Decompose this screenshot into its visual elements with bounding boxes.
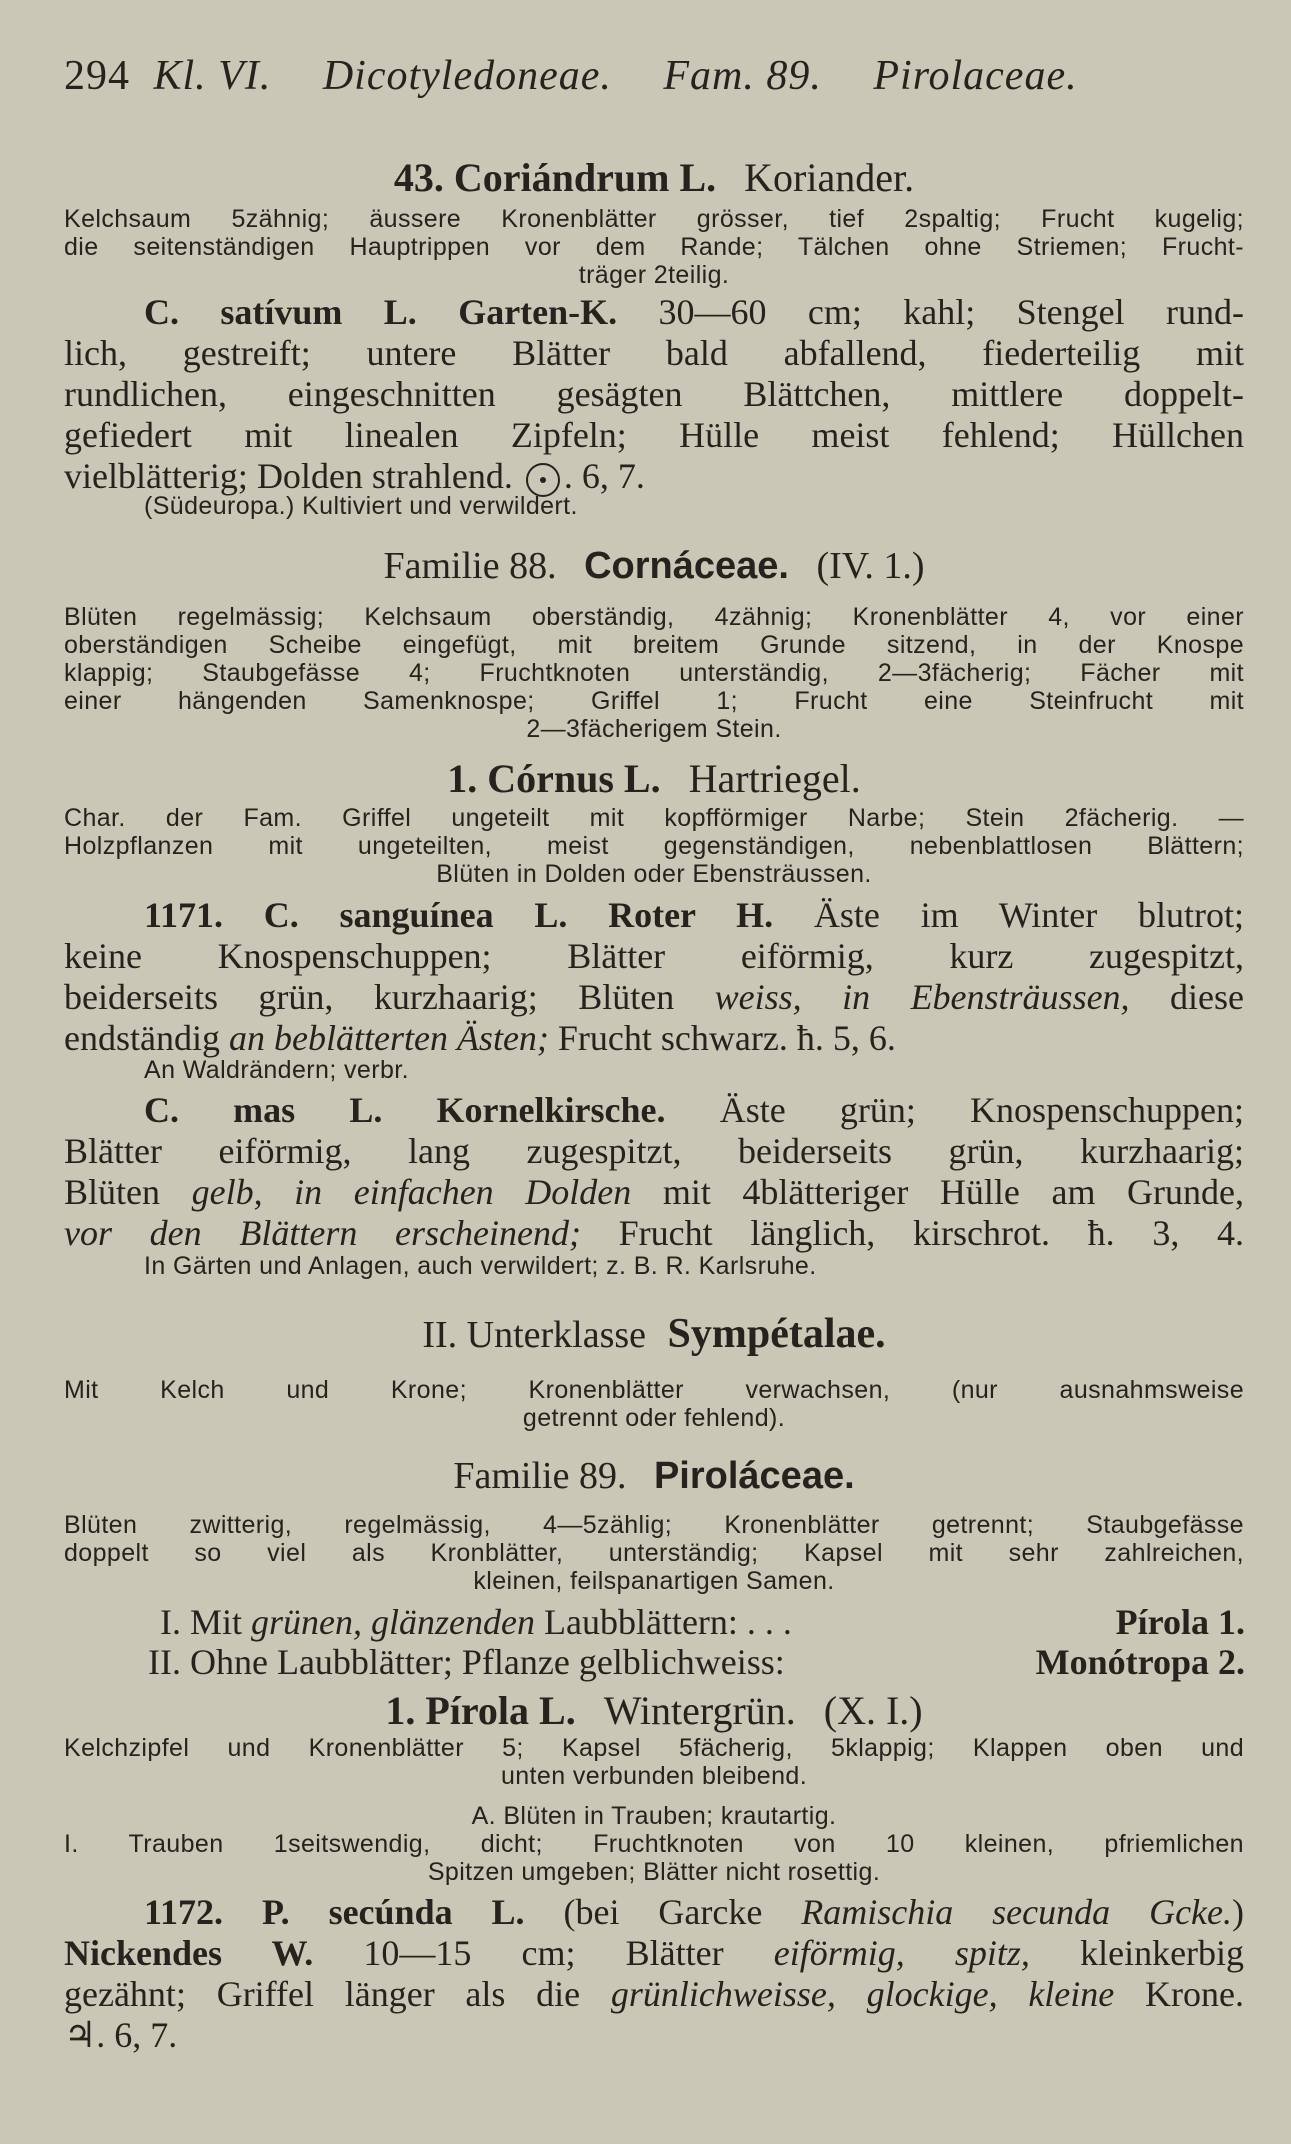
species-text-line: keine Knospenschuppen; Blätter eiförmig, kurz zugespitzt,	[64, 936, 1244, 976]
species-text-line: Blätter eiförmig, lang zugespitzt, beiderseits grün, kurzhaarig;	[64, 1131, 1244, 1171]
habitat-line: In Gärten und Anlagen, auch verwildert; z. B. R. Karlsruhe.	[144, 1252, 817, 1280]
species-entry-mas: C. mas L. Kornelkirsche. Äste grün; Knospenschuppen;	[144, 1090, 1244, 1130]
family-desc-line: klappig; Staubgefässe 4; Fruchtknoten unterständig, 2—3fächerig; Fächer mit	[64, 659, 1244, 687]
genus-desc-line: unten verbunden bleibend.	[500, 1762, 808, 1790]
family-heading-cornaceae: Familie 88. Cornáceae. (IV. 1.)	[383, 545, 925, 587]
species-text-line: gefiedert mit linealen Zipfeln; Hülle meist fehlend; Hüllchen	[64, 415, 1244, 455]
subclass-desc-line: getrennt oder fehlend).	[522, 1404, 786, 1432]
species-entry-secunda: 1172. P. secúnda L. (bei Garcke Ramischia secunda Gcke.)	[144, 1892, 1244, 1932]
species-text-line: lich, gestreift; untere Blätter bald abfallend, fiederteilig mit	[64, 333, 1244, 373]
species-text-line: endständig an beblätterten Ästen; Frucht schwarz. ħ. 5, 6.	[64, 1018, 896, 1058]
key-line-1: I. Mit grünen, glänzenden Laubblättern: . . . Pírola 1.	[160, 1602, 1245, 1642]
species-text-line: Blüten gelb, in einfachen Dolden mit 4blätteriger Hülle am Grunde,	[64, 1172, 1244, 1212]
subclass-heading-sympetalae: II. Unterklasse Sympétalae.	[422, 1312, 886, 1357]
genus-heading-coriandrum: 43. Coriándrum L. Koriander.	[393, 155, 915, 200]
family-heading-pirolaceae: Familie 89. Piroláceae.	[453, 1455, 855, 1497]
subkey-heading: A. Blüten in Trauben; krautartig.	[471, 1802, 837, 1830]
family-desc-line: Blüten zwitterig, regelmässig, 4—5zählig; Kronenblätter getrennt; Staubgefässe	[64, 1511, 1244, 1539]
species-text-line: vor den Blättern erscheinend; Frucht länglich, kirschrot. ħ. 3, 4.	[64, 1213, 1244, 1253]
species-entry-sativum: C. satívum L. Garten-K. 30—60 cm; kahl; Stengel rund-	[144, 292, 1244, 332]
key-line-2: II. Ohne Laubblätter; Pflanze gelblichweiss: Monótropa 2.	[148, 1642, 1245, 1682]
running-header: 294 Kl. VI. Dicotyledoneae. Fam. 89. Pirolaceae.	[64, 53, 1078, 99]
genus-desc-line: träger 2teilig.	[578, 261, 730, 289]
family-desc-line: Blüten regelmässig; Kelchsaum oberständig, 4zähnig; Kronenblätter 4, vor einer	[64, 603, 1244, 631]
genus-desc-line: Char. der Fam. Griffel ungeteilt mit kopfförmiger Narbe; Stein 2fächerig. —	[64, 804, 1244, 832]
genus-desc-line: Kelchsaum 5zähnig; äussere Kronenblätter grösser, tief 2spaltig; Frucht kugelig;	[64, 205, 1244, 233]
page-number: 294	[64, 53, 130, 99]
genus-heading-cornus: 1. Córnus L. Hartriegel.	[447, 756, 861, 801]
species-text-line: rundlichen, eingeschnitten gesägten Blättchen, mittlere doppelt-	[64, 374, 1244, 414]
species-text-line: gezähnt; Griffel länger als die grünlichweisse, glockige, kleine Krone.	[64, 1974, 1244, 2014]
subclass-desc-line: Mit Kelch und Krone; Kronenblätter verwachsen, (nur ausnahmsweise	[64, 1376, 1244, 1404]
species-text-line: beiderseits grün, kurzhaarig; Blüten weiss, in Ebensträussen, diese	[64, 977, 1244, 1017]
subkey-line: Spitzen umgeben; Blätter nicht rosettig.	[427, 1858, 881, 1886]
genus-desc-line: Blüten in Dolden oder Ebensträussen.	[436, 860, 872, 888]
family-desc-line: kleinen, feilspanartigen Samen.	[473, 1567, 835, 1595]
family-desc-line: einer hängenden Samenknospe; Griffel 1; Frucht eine Steinfrucht mit	[64, 687, 1244, 715]
genus-desc-line: Holzpflanzen mit ungeteilten, meist gegenständigen, nebenblattlosen Blättern;	[64, 832, 1244, 860]
family-desc-line: doppelt so viel als Kronblätter, unterständig; Kapsel mit sehr zahlreichen,	[64, 1539, 1244, 1567]
family-desc-line: oberständigen Scheibe eingefügt, mit breitem Grunde sitzend, in der Knospe	[64, 631, 1244, 659]
species-text-line: Nickendes W. 10—15 cm; Blätter eiförmig, spitz, kleinkerbig	[64, 1933, 1244, 1973]
species-text-line: ♃. 6, 7.	[64, 2015, 178, 2055]
genus-desc-line: die seitenständigen Hauptrippen vor dem Rande; Tälchen ohne Striemen; Frucht-	[64, 233, 1244, 261]
genus-desc-line: Kelchzipfel und Kronenblätter 5; Kapsel 5fächerig, 5klappig; Klappen oben und	[64, 1734, 1244, 1762]
habitat-line: (Südeuropa.) Kultiviert und verwildert.	[144, 492, 578, 520]
subkey-line: I. Trauben 1seitswendig, dicht; Fruchtknoten von 10 kleinen, pfriemlichen	[64, 1830, 1244, 1858]
species-entry-sanguinea: 1171. C. sanguínea L. Roter H. Äste im Winter blutrot;	[144, 895, 1244, 935]
genus-heading-pirola: 1. Pírola L. Wintergrün. (X. I.)	[385, 1688, 923, 1733]
species-text-line: vielblätterig; Dolden strahlend. . 6, 7.	[64, 456, 645, 496]
family-desc-line: 2—3fächerigem Stein.	[526, 715, 782, 743]
habitat-line: An Waldrändern; verbr.	[144, 1056, 409, 1084]
